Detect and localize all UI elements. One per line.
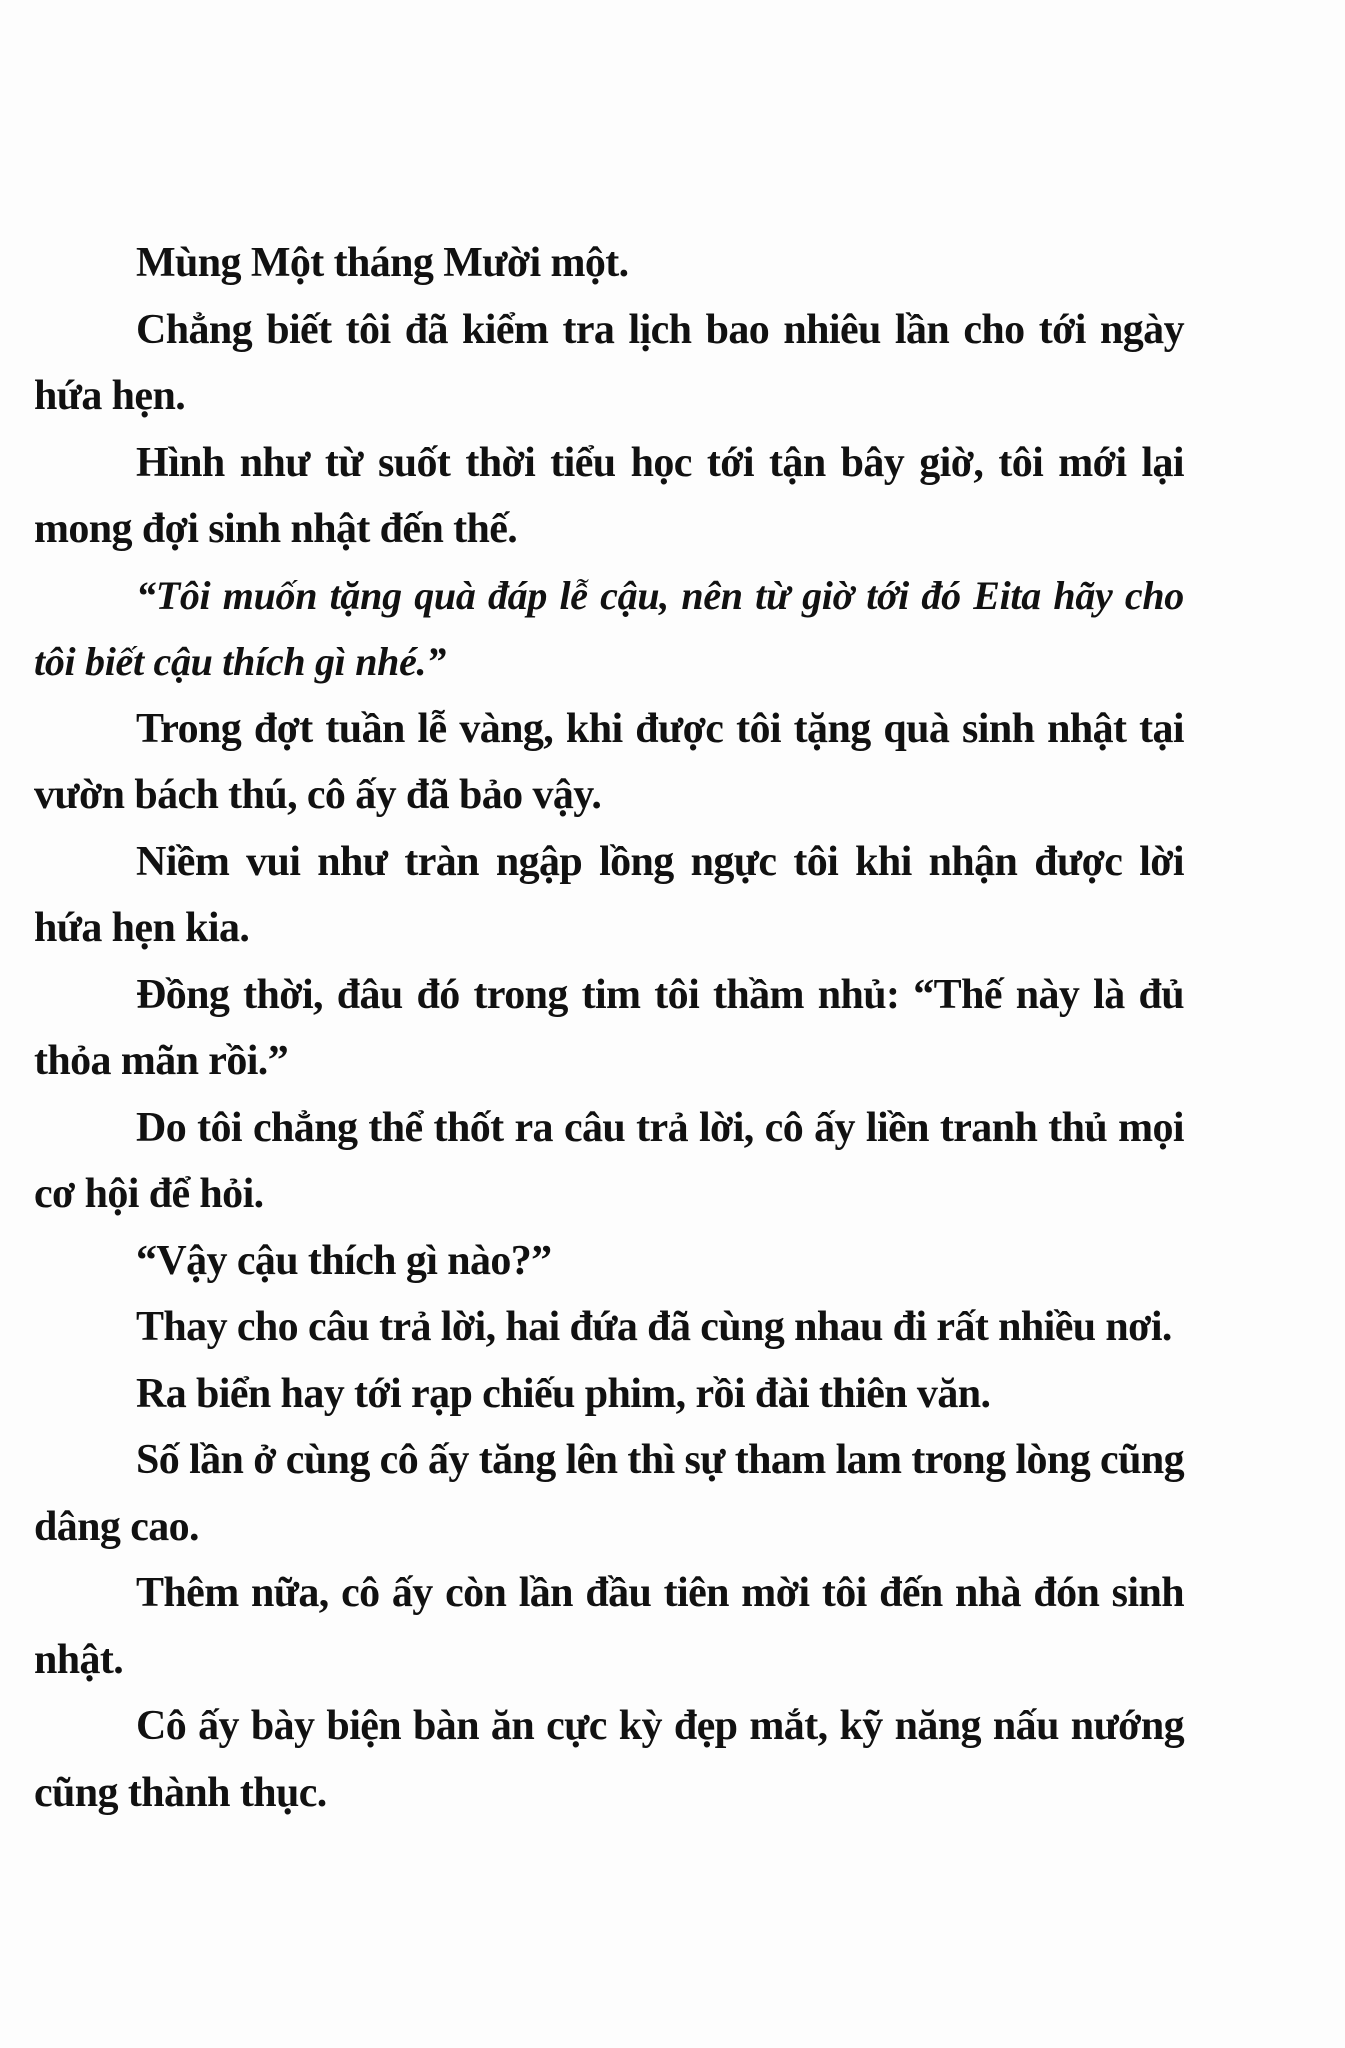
paragraph: Do tôi chẳng thể thốt ra câu trả lời, cô ấy liền tranh thủ mọi cơ hội để hỏi. bbox=[34, 1104, 1184, 1217]
paragraph: Đồng thời, đâu đó trong tim tôi thầm nhủ: “Thế này là đủ thỏa mãn rồi.” bbox=[34, 971, 1184, 1084]
paragraph: Ra biển hay tới rạp chiếu phim, rồi đài thiên văn. bbox=[136, 1370, 991, 1417]
italic-quote-paragraph: “Tôi muốn tặng quà đáp lễ cậu, nên từ giờ tới đó Eita hãy cho tôi biết cậu thích gì nhé.” bbox=[34, 572, 1184, 684]
paragraph: Thay cho câu trả lời, hai đứa đã cùng nhau đi rất nhiều nơi. bbox=[136, 1304, 1172, 1350]
paragraph: Số lần ở cùng cô ấy tăng lên thì sự tham lam trong lòng cũng dâng cao. bbox=[34, 1437, 1184, 1550]
paragraph: “Vậy cậu thích gì nào?” bbox=[136, 1237, 552, 1284]
paragraph: Mùng Một tháng Mười một. bbox=[136, 240, 629, 286]
paragraph: Niềm vui như tràn ngập lồng ngực tôi khi nhận được lời hứa hẹn kia. bbox=[34, 838, 1184, 951]
paragraph: Cô ấy bày biện bàn ăn cực kỳ đẹp mắt, kỹ năng nấu nướng cũng thành thục. bbox=[34, 1703, 1184, 1816]
paragraph: Trong đợt tuần lễ vàng, khi được tôi tặng quà sinh nhật tại vườn bách thú, cô ấy đã bảo vậy. bbox=[34, 705, 1184, 818]
paragraph: Hình như từ suốt thời tiểu học tới tận bây giờ, tôi mới lại mong đợi sinh nhật đến thế. bbox=[34, 439, 1184, 552]
paragraph: Thêm nữa, cô ấy còn lần đầu tiên mời tôi đến nhà đón sinh nhật. bbox=[34, 1570, 1184, 1683]
page-body bbox=[34, 230, 1184, 1826]
paragraph: Chẳng biết tôi đã kiểm tra lịch bao nhiêu lần cho tới ngày hứa hẹn. bbox=[34, 306, 1184, 419]
